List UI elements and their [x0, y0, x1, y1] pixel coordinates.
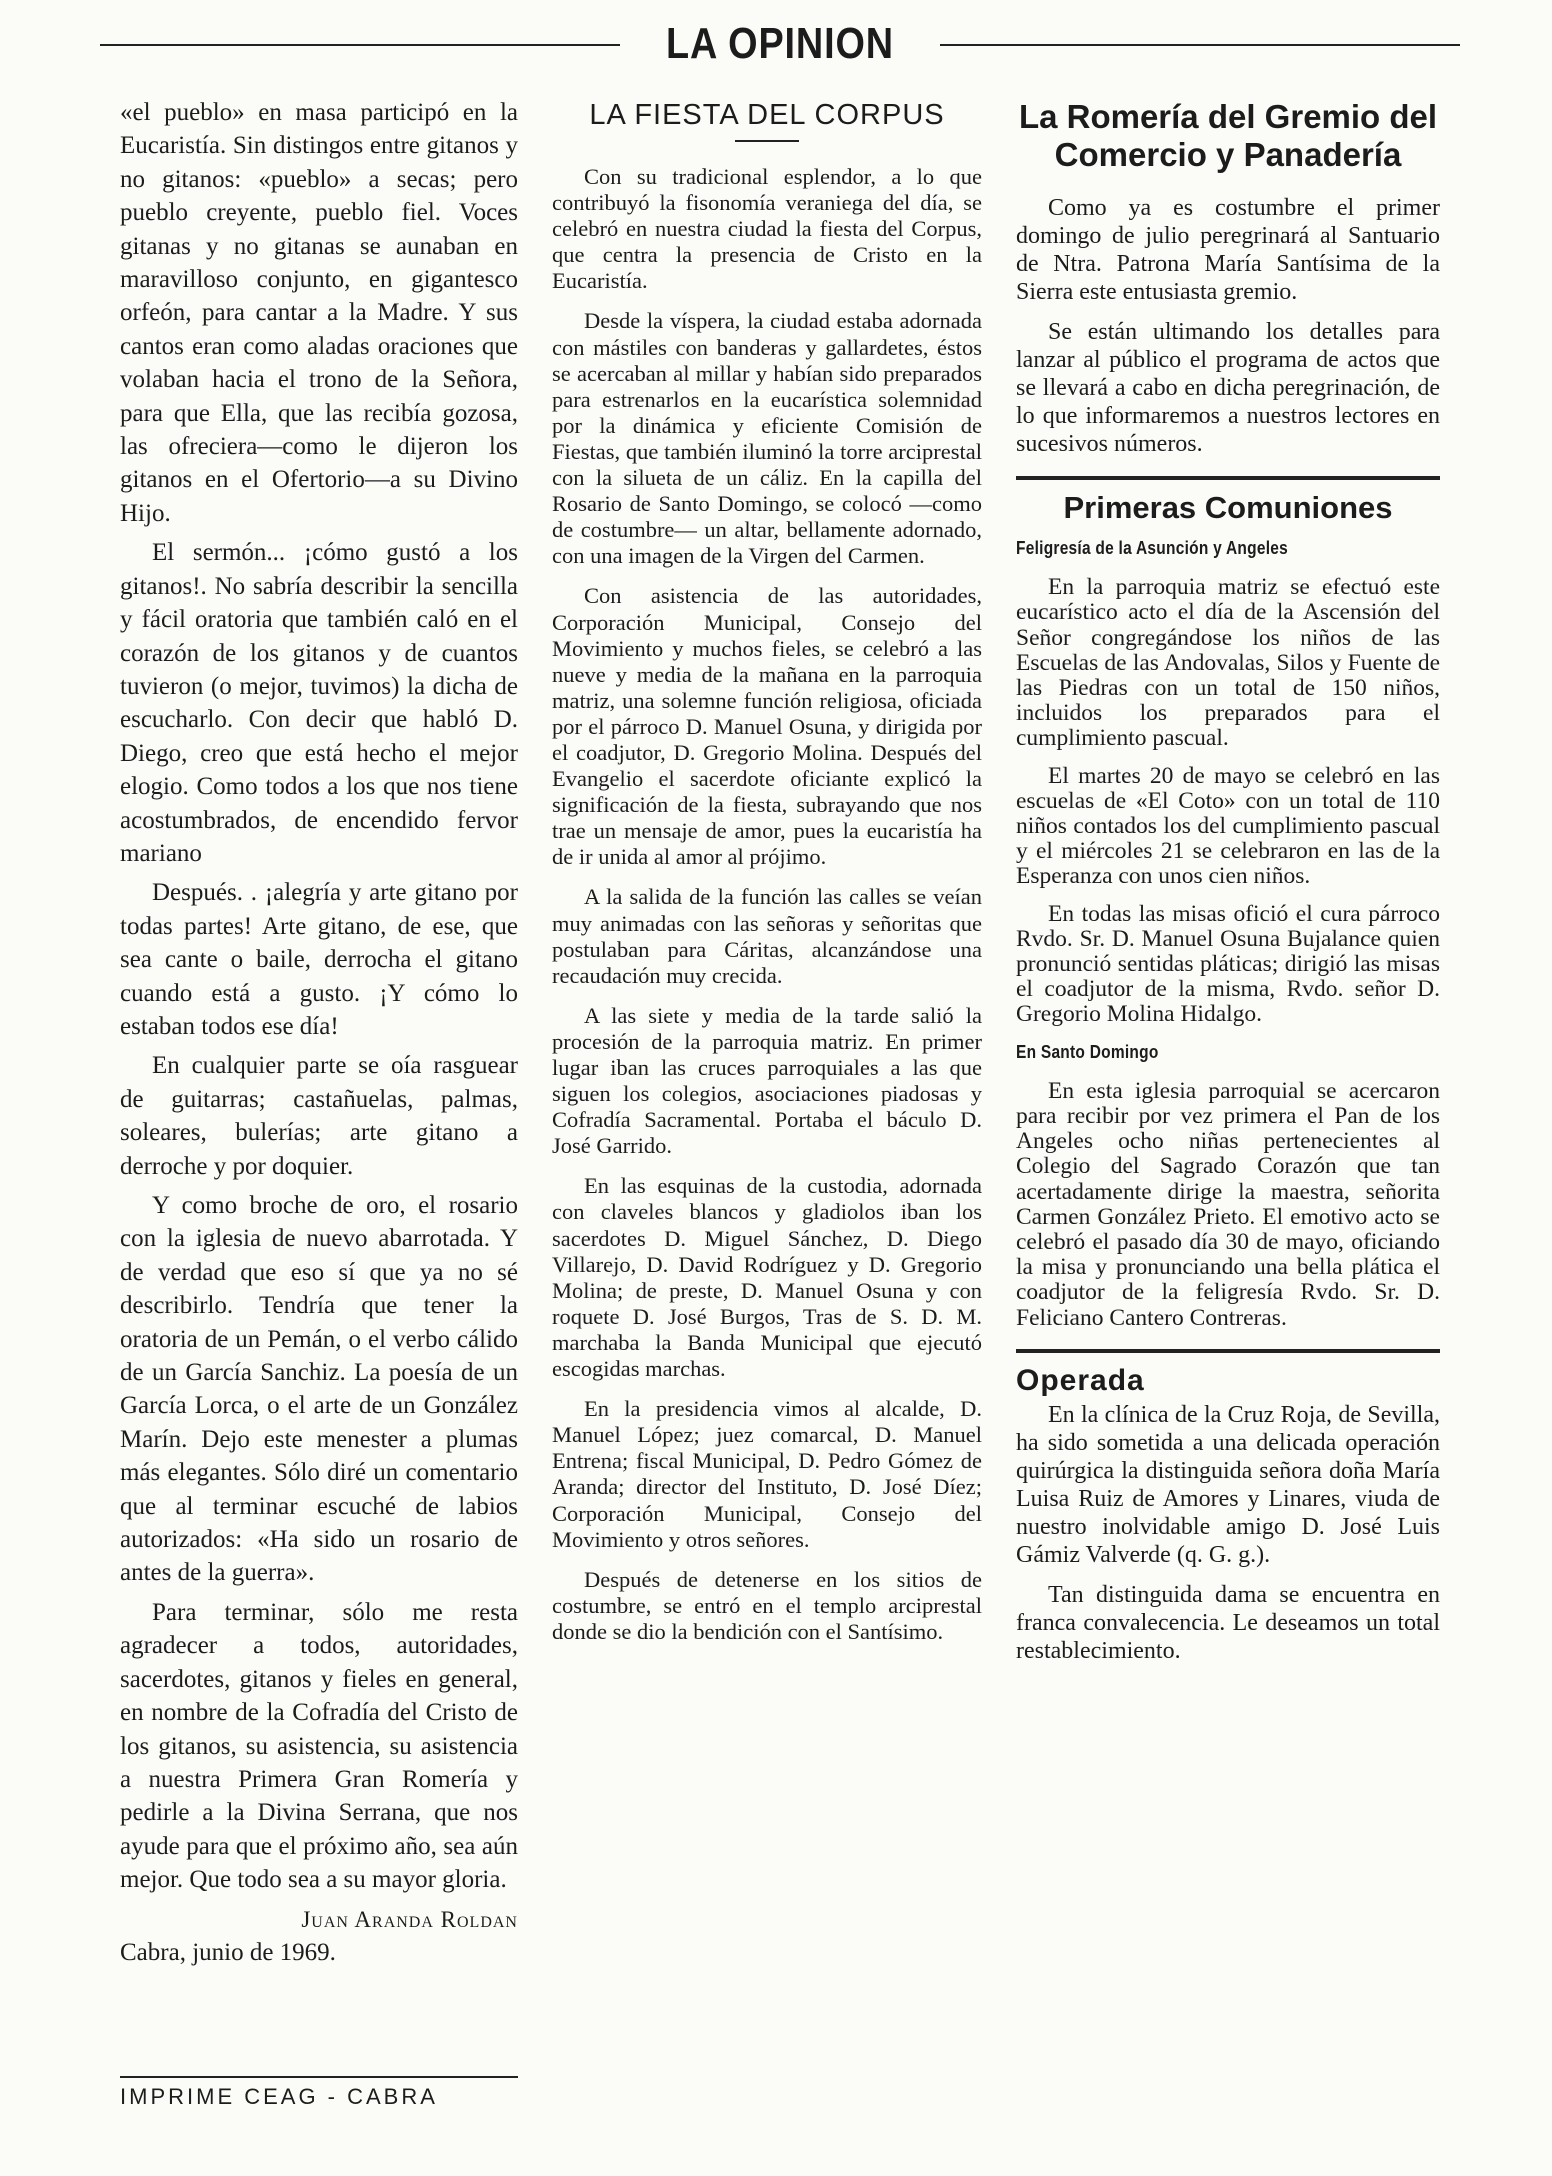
article-paragraph: Desde la víspera, la ciudad estaba adornada con mástiles con banderas y gallardetes, éstos se acercaban al millar y habían sido preparados para estrenarlos en la eucarística solemnidad por la dinámica y eficiente Comisión de Fiestas, que también iluminó la torre arciprestal con la silueta de un cáliz. En la capilla del Rosario de Santo Domingo, se colocó —como de costumbre— un altar, bellamente adornado, con una imagen de la Virgen del Carmen.: [552, 308, 982, 569]
column-right: [1016, 96, 1440, 1677]
article-paragraph: En esta iglesia parroquial se acercaron para recibir por vez primera el Pan de los Angeles ocho niñas pertenecientes al Colegio del Sagrado Corazón que tan acertadamente dirige la maestra, señorita Carmen González Prieto. El emotivo acto se celebró el pasado día 30 de mayo, oficiando la misa y pronunciando una bella plática el coadjutor de la feligresía Rvdo. Sr. D. Feliciano Cantero Contreras.: [1016, 1077, 1440, 1331]
article-paragraph: En cualquier parte se oía rasguear de guitarras; castañuelas, palmas, soleares, bulerías; arte gitano a derroche y por doquier.: [120, 1052, 518, 1180]
article-paragraph: En la clínica de la Cruz Roja, de Sevilla, ha sido sometida a una delicada operación quirúrgica la distinguida señora doña María Luisa Ruiz de Amores y Linares, viuda de nuestro inolvidable amigo D. José Luis Gámiz Valverde (q. G. g.).: [1016, 1401, 1440, 1568]
section-divider: [1016, 1349, 1440, 1353]
subheading-asuncion: Feligresía de la Asunción y Angeles: [1016, 538, 1288, 558]
article-paragraph: A las siete y media de la tarde salió la procesión de la parroquia matriz. En primer lugar iban las cruces parroquiales a las que siguen los colegios, asociaciones piadosas y Cofradía Sacramental. Portaba el báculo D. José Garrido.: [552, 1002, 982, 1159]
article-paragraph: En todas las misas ofició el cura párroco Rvdo. Sr. D. Manuel Osuna Bujalance quien pronunció sentidas pláticas; dirigió las misas el coadjutor de la misma, Rvdo. señor D. Gregorio Molina Hidalgo.: [1016, 900, 1440, 1028]
article-paragraph: Para terminar, sólo me resta agradecer a todos, autoridades, sacerdotes, gitanos y fieles en general, en nombre de la Cofradía del Cristo de los gitanos, su asistencia, su asistencia a nuestra Primera Gran Romería y pedirle a la Divina Serrana, que nos ayude para que el próximo año, sea aún mejor. Que todo sea a su mayor gloria.: [120, 1598, 518, 1894]
article-paragraph: En la parroquia matriz se efectuó este eucarístico acto el día de la Ascensión del Señor congregándose los niños de las Escuelas de las Andovalas, Silos y Fuente de las Piedras con un total de 150 niños, incluidos los preparados para el cumplimiento pascual.: [1016, 574, 1440, 752]
comuniones-headline: Primeras Comuniones: [1063, 490, 1393, 525]
column-center: [552, 96, 982, 1659]
article-paragraph: Tan distinguida dama se encuentra en franca convalecencia. Le deseamos un total restablecimiento.: [1016, 1581, 1440, 1664]
article-paragraph: Después. . ¡alegría y arte gitano por todas partes! Arte gitano, de ese, que sea cante o baile, derrocha el gitano cuando está a gusto. ¡Y cómo lo estaban todos ese día!: [120, 879, 518, 1040]
article-paragraph: «el pueblo» en masa participó en la Eucaristía. Sin distingos entre gitanos y no gitanos: «pueblo» a secas; pero pueblo creyente, pueblo fiel. Voces gitanas y no gitanas se aunaban en maravilloso conjunto, en gigantesco orfeón, para cantar a la Madre. Y sus cantos eran como aladas oraciones que volaban hacia el trono de la Señora, para que Ella, que las recibía gozosa, las ofreciera—como le dijeron los gitanos en el Ofertorio—a su Divino Hijo.: [120, 99, 518, 527]
author-byline: Juan Aranda Roldan: [301, 1906, 518, 1932]
dateline: Cabra, junio de 1969.: [120, 1938, 336, 1966]
romeria-headline: La Romería del Gremio del Comercio y Panadería: [1018, 98, 1438, 173]
corpus-headline: LA FIESTA DEL CORPUS: [589, 99, 945, 131]
article-paragraph: El martes 20 de mayo se celebró en las escuelas de «El Coto» con un total de 110 niños contados los del cumplimiento pascual y el miércoles 21 se celebraron en las de la Esperanza con unos cien niños.: [1016, 762, 1440, 890]
column-left: [120, 96, 518, 1975]
printer-credit: IMPRIME CEAG - CABRA: [120, 2076, 518, 2110]
article-paragraph: Con su tradicional esplendor, a lo que contribuyó la fisonomía veraniega del día, se celebró en nuestra ciudad la fiesta del Corpus, que centra la presencia de Cristo en la Eucaristía.: [552, 164, 982, 294]
comuniones-body: [1016, 536, 1440, 1331]
article-paragraph: Se están ultimando los detalles para lanzar al público el programa de actos que se llevará a cabo en dicha peregrinación, de lo que informaremos a nuestros lectores en sucesivos números.: [1016, 319, 1440, 457]
article-paragraph: Con asistencia de las autoridades, Corporación Municipal, Consejo del Movimiento y muchos fieles, se celebró a las nueve y media de la mañana en la parroquia matriz, una solemne función religiosa, oficiada por el párroco D. Manuel Osuna, y dirigida por el coadjutor, D. Gregorio Molina. Después del Evangelio el sacerdote oficiante explicó la significación de la fiesta, subrayando que nos trae un mensaje de amor, pues la eucaristía ha de ir unida al amor al prójimo.: [552, 583, 982, 870]
article-paragraph: El sermón... ¡cómo gustó a los gitanos!. No sabría describir la sencilla y fácil oratoria que también caló en el corazón de los gitanos y de cuantos tuvieron (o mejor, tuvimos) la dicha de escucharlo. Con decir que habló D. Diego, creo que está hecho el mejor elogio. Como todos a los que nos tiene acostumbrados, de encendido fervor mariano: [120, 539, 518, 867]
operada-headline: Operada: [1016, 1363, 1145, 1397]
article-paragraph: Después de detenerse en los sitios de costumbre, se entró en el templo arciprestal donde se dio la bendición con el Santísimo.: [552, 1566, 982, 1644]
masthead-rule-right: [940, 44, 1460, 46]
article-paragraph: Como ya es costumbre el primer domingo de julio peregrinará al Santuario de Ntra. Patrona María Santísima de la Sierra este entusiasta gremio.: [1016, 195, 1440, 305]
article-paragraph: En la presidencia vimos al alcalde, D. Manuel López; juez comarcal, D. Manuel Entrena; fiscal Municipal, D. Pedro Gómez de Aranda; director del Instituto, D. José Díez; Corporación Municipal, Consejo del Movimiento y otros señores.: [552, 1396, 982, 1552]
article-paragraph: En las esquinas de la custodia, adornada con claveles blancos y gladiolos iban los sacerdotes D. Miguel Sánchez, D. Diego Villarejo, D. David Rodríguez y D. Gregorio Molina; de preste, D. Manuel Osuna y con roquete D. José Burgos, Tras de S. D. M. marchaba la Banda Municipal que ejecutó escogidas marchas.: [552, 1173, 982, 1382]
section-divider: [1016, 476, 1440, 480]
headline-divider: [735, 140, 799, 142]
article-paragraph: Y como broche de oro, el rosario con la iglesia de nuevo abarrotada. Y de verdad que eso sí que ya no sé describirlo. Tendría que tener la oratoria de un Pemán, o el verbo cálido de un García Sanchiz. La poesía de un García Lorca, o el arte de un González Marín. Dejo este menester a plumas más elegantes. Sólo diré un comentario que al terminar escuché de labios autorizados: «Ha sido un rosario de antes de la guerra».: [120, 1192, 518, 1587]
newspaper-title: LA OPINION: [666, 19, 894, 68]
masthead: [100, 14, 1460, 78]
article-paragraph: A la salida de la función las calles se veían muy animadas con las señoras y señoritas que postulaban para Cáritas, alcanzándose una recaudación muy crecida.: [552, 884, 982, 988]
subheading-santo-domingo: En Santo Domingo: [1016, 1041, 1159, 1062]
masthead-rule-left: [100, 44, 620, 46]
